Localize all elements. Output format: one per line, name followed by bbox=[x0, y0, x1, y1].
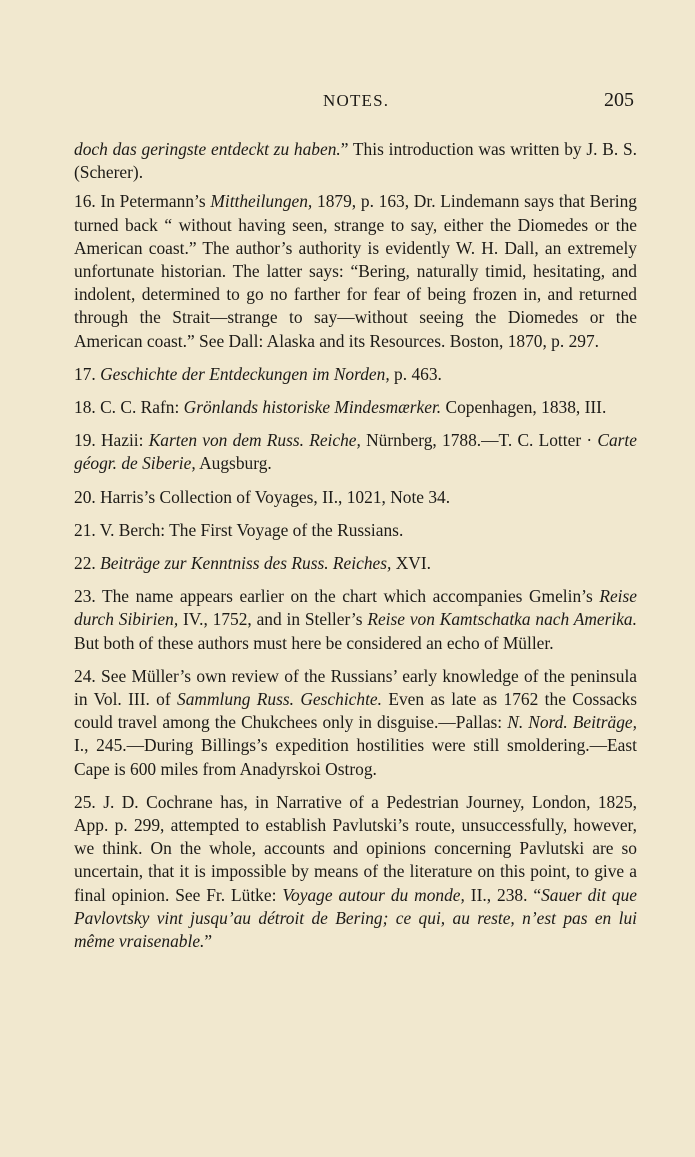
notes-body bbox=[74, 138, 637, 963]
page-number: 205 bbox=[604, 89, 634, 111]
note-23: 23. The name appears earlier on the chart which accompanies Gmelin’s Reise durch Sibirien, IV., 1752, and in Steller’s Reise von Kamtschatka nach Amerika. But both of these authors must here be considered an echo of Müller. bbox=[74, 586, 637, 653]
note-16: 16. In Petermann’s Mittheilungen, 1879, p. 163, Dr. Lindemann says that Bering turned back “ without having seen, strange to say, either the Diomedes or the American coast.” The author’s authority is evidently W. H. Dall, an extremely unfortunate historian. The latter says: “Bering, naturally timid, hesitating, and indolent, determined to go no farther for fear of being frozen in, and returned through the Strait—strange to say—without seeing the Diomedes or the American coast.” See Dall: Alaska and its Resources. Boston, 1870, p. 297. bbox=[74, 191, 637, 351]
note-25: 25. J. D. Cochrane has, in Narrative of a Pedestrian Journey, London, 1825, App. p. 299, attempted to establish Pavlutski’s route, unsuccessfully, however, we think. On the whole, accounts and opinions concerning Pavlutski are so uncertain, that it is impossible by means of the literature on this point, to give a final opinion. See Fr. Lütke: Voyage autour du monde, II., 238. “Sauer dit que Pavlovtsky vint jusqu’au détroit de Bering; ce qui, au reste, n’est pas en lui même vraisenable.” bbox=[74, 791, 637, 952]
note-19: 19. Hazii: Karten von dem Russ. Reiche, Nürnberg, 1788.—T. C. Lotter · Carte géogr. de Siberie, Augsburg. bbox=[74, 430, 637, 474]
note-20: 20. Harris’s Collection of Voyages, II., 1021, Note 34. bbox=[74, 486, 451, 507]
intro-paragraph: doch das geringste entdeckt zu haben.” This introduction was written by J. B. S. (Scherer). bbox=[74, 139, 638, 183]
note-22: 22. Beiträge zur Kenntniss des Russ. Reiches, XVI. bbox=[74, 553, 431, 574]
page-header bbox=[0, 89, 695, 115]
note-24: 24. See Müller’s own review of the Russians’ early knowledge of the peninsula in Vol. III. of Sammlung Russ. Geschichte. Even as late as 1762 the Cossacks could travel among the Chukchees only in disguise.—Pallas: N. Nord. Beiträge, I., 245.—During Billings’s expedition hostilities were still smoldering.—East Cape is 600 miles from Anadyrskoi Ostrog. bbox=[74, 665, 637, 779]
note-17: 17. Geschichte der Entdeckungen im Norden, p. 463. bbox=[74, 363, 442, 384]
note-21: 21. V. Berch: The First Voyage of the Russians. bbox=[74, 519, 404, 540]
note-18: 18. C. C. Rafn: Grönlands historiske Mindesmærker. Copenhagen, 1838, III. bbox=[74, 397, 607, 418]
running-head: NOTES. bbox=[323, 91, 390, 110]
